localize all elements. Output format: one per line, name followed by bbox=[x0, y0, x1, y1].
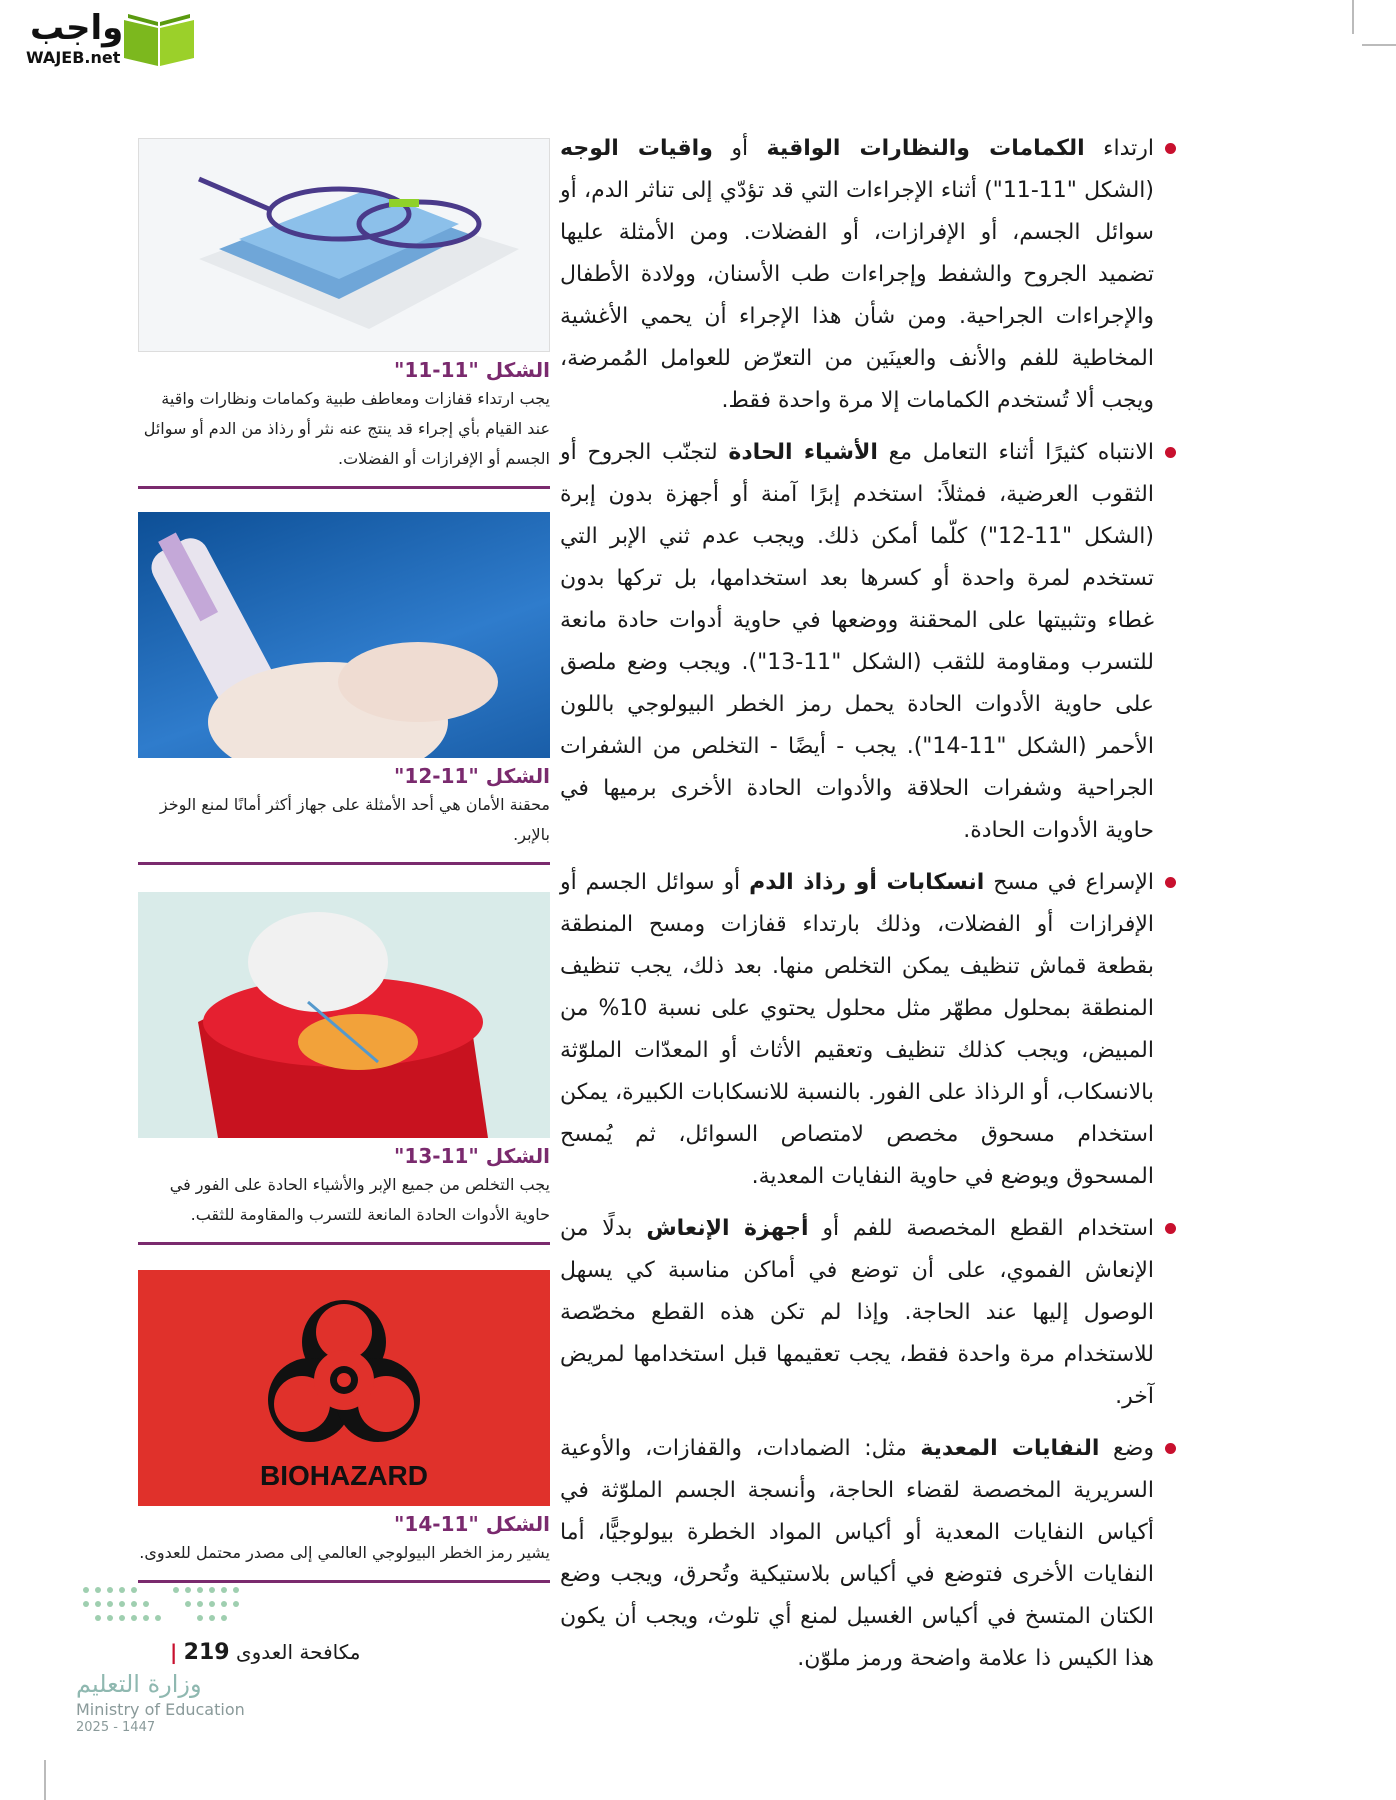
bullet-dot bbox=[1165, 1443, 1176, 1454]
bullet-text: الانتباه كثيرًا أثناء التعامل مع bbox=[877, 440, 1155, 465]
page-number: 219 bbox=[183, 1640, 230, 1665]
bullet-dot bbox=[1165, 1223, 1176, 1234]
book-icon bbox=[120, 10, 198, 68]
bullet-keyword: انسكابات أو رذاذ الدم bbox=[749, 870, 985, 895]
bullet-dot bbox=[1165, 447, 1176, 458]
page-footer bbox=[60, 1580, 480, 1735]
logo-latin: WAJEB.net bbox=[26, 48, 121, 67]
bullet-dot bbox=[1165, 877, 1176, 888]
bullet-text: الإسراع في مسح bbox=[984, 870, 1154, 895]
bullet-text: أو bbox=[712, 136, 767, 161]
figure-number: "11-14" bbox=[393, 1512, 479, 1536]
main-text-column bbox=[560, 128, 1176, 1690]
figure-label: الشكل bbox=[485, 358, 550, 382]
bullet-text: بدلًا من الإنعاش الفموي، على أن توضع في أماكن مناسبة كي يسهل الوصول إليها عند الحاجة. وإذا لم تكن هذه القطع مخصّصة للاستخدام مرة واحدة فقط، يجب تعقيمها قبل استخدامها لمريض آخر. bbox=[560, 1216, 1154, 1409]
figure-caption: يشير رمز الخطر البيولوجي العالمي إلى مصدر محتمل للعدوى. bbox=[139, 1543, 550, 1562]
figure-caption: محقنة الأمان هي أحد الأمثلة على جهاز أكثر أمانًا لمنع الوخز بالإبر. bbox=[159, 795, 550, 844]
bullet-face-protection bbox=[560, 128, 1176, 422]
figure-title bbox=[138, 1144, 550, 1168]
figure-label: الشكل bbox=[485, 764, 550, 788]
wajeb-logo[interactable] bbox=[12, 6, 192, 68]
crop-mark bbox=[1362, 44, 1396, 46]
chapter-name: مكافحة العدوى bbox=[235, 1640, 361, 1664]
bullet-keyword: الكمامات والنظارات الواقية bbox=[766, 136, 1085, 161]
page-number-line: مكافحة العدوى 219 | bbox=[170, 1640, 361, 1665]
figure-separator bbox=[138, 1242, 550, 1245]
bullet-text: أو سوائل الجسم أو الإفرازات أو الفضلات، وذلك بارتداء قفازات ومسح المنطقة بقطعة قماش تنظيف يمكن التخلص منها. بعد ذلك، يجب تنظيف المنطقة بمحلول مطهّر مثل محلول يحتوي على نسبة 10% من المبيض، ويجب كذلك تنظيف وتعقيم الأثاث أو المعدّات الملوّثة بالانسكاب، أو الرذاذ على الفور. بالنسبة للانسكابات الكبيرة، يمكن استخدام مسحوق مخصص لامتصاص السوائل، ثم يُمسح المسحوق ويوضع في حاوية النفايات المعدية. bbox=[560, 870, 1154, 1189]
figure-number: "11-11" bbox=[393, 358, 479, 382]
bullet-keyword: الأشياء الحادة bbox=[728, 440, 878, 465]
figure-title bbox=[138, 764, 550, 788]
bullet-keyword: النفايات المعدية bbox=[920, 1436, 1100, 1461]
figure-title bbox=[138, 358, 550, 382]
figure-title bbox=[138, 1512, 550, 1536]
bullet-sharps bbox=[560, 432, 1176, 852]
ministry-arabic: وزارة التعليم bbox=[76, 1670, 202, 1698]
figure-label: الشكل bbox=[485, 1144, 550, 1168]
bullet-infectious-waste bbox=[560, 1428, 1176, 1680]
bullet-text: ارتداء bbox=[1084, 136, 1155, 161]
figure-separator bbox=[138, 486, 550, 489]
bullet-resuscitation bbox=[560, 1208, 1176, 1418]
safety-syringe-image bbox=[138, 512, 550, 758]
bullet-text: استخدام القطع المخصصة للفم أو bbox=[808, 1216, 1154, 1241]
figure-11-11 bbox=[138, 138, 550, 489]
figure-11-13 bbox=[138, 892, 550, 1245]
bullet-text: وضع bbox=[1099, 1436, 1154, 1461]
crop-mark bbox=[1352, 0, 1354, 34]
bullet-dot bbox=[1165, 143, 1176, 154]
biohazard-label: BIOHAZARD bbox=[260, 1460, 428, 1491]
moe-dots-logo bbox=[76, 1580, 256, 1640]
figure-11-12 bbox=[138, 512, 550, 865]
bullet-text: (الشكل "11-11") أثناء الإجراءات التي قد تؤدّي إلى تناثر الدم، أو سوائل الجسم، أو الإفرازات، أو الفضلات. ومن الأمثلة عليها تضميد الجروح والشفط وإجراءات طب الأسنان، وولادة الأطفال والإجراءات الجراحية. ومن شأن هذا الإجراء أن يحمي الأغشية المخاطية للفم والأنف والعينَين من التعرّض للعوامل المُمرضة، ويجب ألا تُستخدم الكمامات إلا مرة واحدة فقط. bbox=[560, 178, 1154, 413]
bullet-text: مثل: الضمادات، والقفازات، والأوعية السريرية المخصصة لقضاء الحاجة، وأنسجة الجسم الملوّثة في أكياس النفايات المعدية أو أكياس المواد الخطرة بيولوجيًّا، أما النفايات الأخرى فتوضع في أكياس بلاستيكية وتُحرق، ويجب وضع الكتان المتسخ في أكياس الغسيل لمنع أي تلوث، ويجب أن يكون هذا الكيس ذا علامة واضحة ورمز ملوّن. bbox=[560, 1436, 1154, 1671]
figure-caption: يجب ارتداء قفازات ومعاطف طبية وكمامات ونظارات واقية عند القيام بأي إجراء قد ينتج عنه نثر أو رذاذ من الدم أو سوائل الجسم أو الإفرازات أو الفضلات. bbox=[143, 389, 550, 468]
figure-caption: يجب التخلص من جميع الإبر والأشياء الحادة على الفور في حاوية الأدوات الحادة المانعة للتسرب والمقاومة للثقب. bbox=[169, 1175, 550, 1224]
ministry-english: Ministry of Education bbox=[76, 1700, 245, 1719]
goggles-image bbox=[138, 138, 550, 352]
figure-number: "11-12" bbox=[393, 764, 479, 788]
bullet-spills bbox=[560, 862, 1176, 1198]
logo-arabic: واجب bbox=[30, 8, 124, 48]
bullet-keyword: أجهزة الإنعاش bbox=[646, 1216, 809, 1241]
crop-mark bbox=[44, 1760, 46, 1800]
ministry-year: 2025 - 1447 bbox=[76, 1720, 156, 1735]
figure-label: الشكل bbox=[485, 1512, 550, 1536]
bullet-keyword: واقيات الوجه bbox=[560, 136, 713, 161]
biohazard-sign-image bbox=[138, 1270, 550, 1506]
bullet-text: لتجنّب الجروح أو الثقوب العرضية، فمثلاً: استخدم إبرًا آمنة أو أجهزة بدون إبرة (الشكل "11-12") كلّما أمكن ذلك. ويجب عدم ثني الإبر التي تستخدم لمرة واحدة أو كسرها بعد استخدامها، بل تركها بدون غطاء وتثبيتها على المحقنة ووضعها في حاوية أدوات حادة مانعة للتسرب ومقاومة للثقب (الشكل "11-13"). ويجب وضع ملصق على حاوية الأدوات الحادة يحمل رمز الخطر البيولوجي باللون الأحمر (الشكل "11-14"). يجب - أيضًا - التخلص من الشفرات الجراحية وشفرات الحلاقة والأدوات الحادة الأخرى برميها في حاوية الأدوات الحادة. bbox=[560, 440, 1155, 843]
figure-separator bbox=[138, 862, 550, 865]
figure-11-14 bbox=[138, 1270, 550, 1583]
sharps-container-image bbox=[138, 892, 550, 1138]
figure-number: "11-13" bbox=[393, 1144, 479, 1168]
